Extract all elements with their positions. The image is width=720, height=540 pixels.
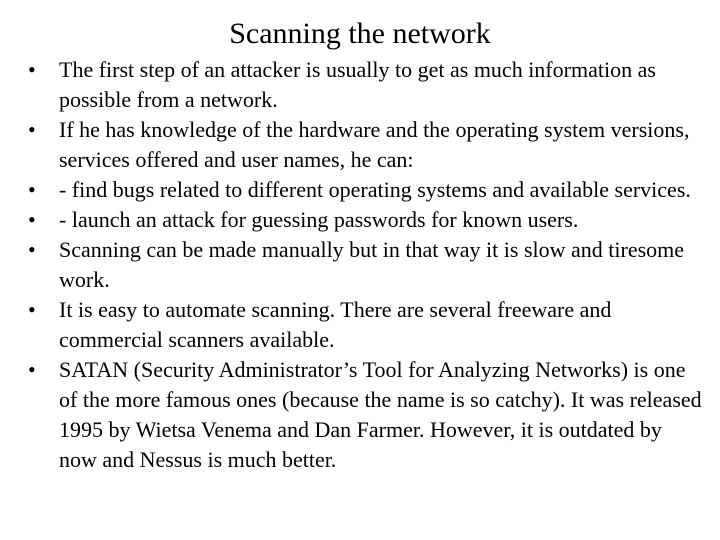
bullet-item — [24, 115, 704, 175]
bullet-item — [24, 295, 704, 355]
bullet-icon: • — [28, 357, 36, 382]
bullet-icon: • — [28, 57, 36, 82]
bullet-icon: • — [28, 177, 36, 202]
bullet-icon: • — [28, 117, 36, 142]
bullet-item — [24, 235, 704, 295]
bullet-text: SATAN (Security Administrator’s Tool for Analyzing Networks) is one of the more famous ones (because the name is so catchy). It was released 1995 by Wietsa Venema and Dan Farmer. However, it is outdated by now and Nessus is much better. — [59, 357, 702, 472]
bullet-icon: • — [28, 237, 36, 262]
bullet-text: Scanning can be made manually but in that way it is slow and tiresome work. — [59, 237, 685, 292]
bullet-item — [24, 355, 704, 475]
bullet-text: The first step of an attacker is usually to get as much information as possible from a network. — [59, 57, 656, 112]
slide-title: Scanning the network — [229, 17, 491, 50]
bullet-item — [24, 55, 704, 115]
bullet-text: It is easy to automate scanning. There are several freeware and commercial scanners available. — [59, 297, 612, 352]
bullet-text: - launch an attack for guessing passwords for known users. — [59, 207, 579, 232]
bullet-item — [24, 205, 704, 235]
bullet-text: - find bugs related to different operating systems and available services. — [59, 177, 691, 202]
bullet-text: If he has knowledge of the hardware and the operating system versions, services offered and user names, he can: — [59, 117, 690, 172]
bullet-list — [24, 55, 704, 475]
bullet-icon: • — [28, 207, 36, 232]
bullet-icon: • — [28, 297, 36, 322]
bullet-item — [24, 175, 704, 205]
